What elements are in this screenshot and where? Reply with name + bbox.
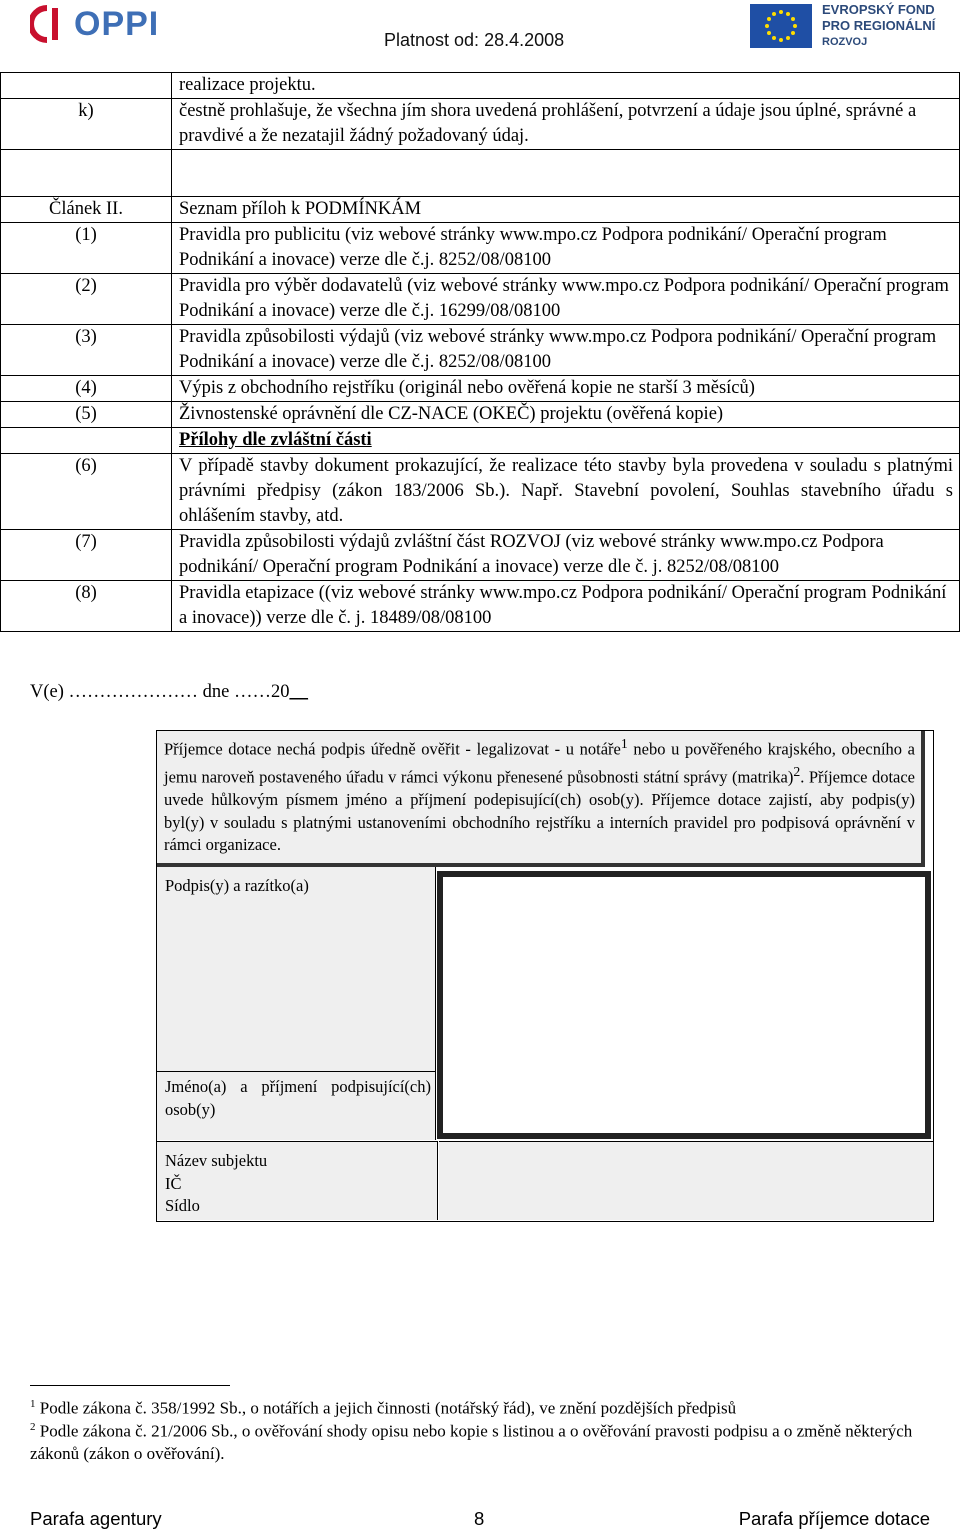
item-text: Pravidla způsobilosti výdajů (viz webové stránky www.mpo.cz Podpora podnikání/ Operační program Podnikání a inovace) verze dle č.j. 8252/08/08100 — [172, 325, 960, 376]
row-number: k) — [1, 99, 172, 150]
eu-flag-icon — [750, 4, 812, 48]
eu-fund-text: EVROPSKÝ FOND PRO REGIONÁLNÍ ROZVOJ — [822, 2, 936, 48]
item-number: (6) — [1, 454, 172, 530]
article-row — [1, 197, 960, 223]
validity-date: Platnost od: 28.4.2008 — [384, 30, 565, 50]
date-place-line: V(e) ………………… dne ……20__ — [30, 682, 308, 702]
row-text: realizace projektu. — [172, 73, 960, 99]
item-text: Pravidla pro výběr dodavatelů (viz webové stránky www.mpo.cz Podpora podnikání/ Operační program Podnikání a inovace) verze dle č.j. 16299/08/08100 — [172, 274, 960, 325]
signature-block — [156, 730, 934, 1222]
oppi-logo-icon — [30, 4, 64, 44]
legalization-note: Příjemce dotace nechá podpis úředně ověřit - legalizovat - u notáře$^1$ nebo u pověřeného krajského, obecního a jemu naroveň postaveného úřadu v rámci výkonu přenesené působnosti státní správy (matrika)$^2$. Příjemce dotace uvede hůlkovým písmem jméno a příjmení podepisující(ch) osob(y). Příjemce dotace zajistí, aby podpis(y) byl(y) v souladu s platnými ustanoveními obchodního rejstříku a interních pravidel pro podpisová oprávnění v rámci organizace. — [157, 731, 925, 867]
subject-name-label: Název subjektu — [165, 1151, 268, 1170]
row-number — [1, 73, 172, 99]
footnote-divider — [30, 1385, 230, 1386]
footer-left: Parafa agentury — [30, 1508, 162, 1529]
item-number: (1) — [1, 223, 172, 274]
table-row — [1, 376, 960, 402]
footnote-2: $^2$ Podle zákona č. 21/2006 Sb., o ověřování shody opisu nebo kopie s listinou a o ověřování pravosti podpisu a o změně některých zákonů (zákon o ověřování). — [30, 1421, 913, 1463]
page-header — [0, 0, 960, 60]
table-row — [1, 454, 960, 530]
spacer-row — [1, 150, 960, 197]
page-number: 8 — [474, 1508, 485, 1529]
item-number: (2) — [1, 274, 172, 325]
conditions-table — [0, 72, 960, 632]
table-row — [1, 581, 960, 632]
signature-label: Podpis(y) a razítko(a) — [165, 876, 309, 895]
special-heading-row — [1, 428, 960, 454]
subject-labels — [157, 1141, 438, 1220]
table-row — [1, 402, 960, 428]
oppi-logo-text: OPPI — [74, 4, 160, 43]
table-row — [1, 325, 960, 376]
subject-id-label: IČ — [165, 1173, 182, 1193]
item-number: (7) — [1, 530, 172, 581]
item-text: Živnostenské oprávnění dle CZ-NACE (OKEČ) projektu (ověřená kopie) — [172, 402, 960, 428]
table-row — [1, 73, 960, 99]
item-text: V případě stavby dokument prokazující, že realizace této stavby byla provedena v souladu s platnými právními předpisy (zákon 183/2006 Sb.). Např. Stavební povolení, Souhlas stavebního úřadu s ohlášením stavby, atd. — [172, 454, 960, 530]
row-text: čestně prohlašuje, že všechna jím shora uvedená prohlášení, potvrzení a údaje jsou úplné, správné a pravdivé a že nezatajil žádný požadovaný údaj. — [172, 99, 960, 150]
oppi-logo — [30, 2, 159, 46]
name-label: Jméno(a) a příjmení podpisující(ch) osob(y) — [165, 1077, 431, 1119]
item-text: Pravidla etapizace ((viz webové stránky www.mpo.cz Podpora podnikání/ Operační program Podnikání a inovace)) verze dle č. j. 18489/08/08100 — [172, 581, 960, 632]
footnote-1: $^1$ Podle zákona č. 358/1992 Sb., o notářích a jejich činnosti (notářský řád), ve znění pozdějších předpisů — [30, 1398, 737, 1418]
item-text: Výpis z obchodního rejstříku (originál nebo ověřená kopie ne starší 3 měsíců) — [172, 376, 960, 402]
table-row — [1, 223, 960, 274]
item-text: Pravidla způsobilosti výdajů zvláštní část ROZVOJ (viz webové stránky www.mpo.cz Podpora podnikání/ Operační program Podnikání a inovace) verze dle č. j. 8252/08/08100 — [172, 530, 960, 581]
item-text: Pravidla pro publicitu (viz webové stránky www.mpo.cz Podpora podnikání/ Operační program Podnikání a inovace) verze dle č.j. 8252/08/08100 — [172, 223, 960, 274]
item-number: (8) — [1, 581, 172, 632]
table-row — [1, 99, 960, 150]
item-number: (5) — [1, 402, 172, 428]
subject-values-field[interactable] — [439, 1141, 933, 1220]
footer-right: Parafa příjemce dotace — [738, 1508, 930, 1529]
item-number: (3) — [1, 325, 172, 376]
table-row — [1, 274, 960, 325]
article-label: Článek II. — [1, 197, 172, 223]
signature-field[interactable] — [437, 871, 931, 1139]
item-number: (4) — [1, 376, 172, 402]
table-row — [1, 530, 960, 581]
subject-seat-label: Sídlo — [165, 1196, 200, 1216]
special-heading: Přílohy dle zvláštní části — [172, 428, 960, 454]
article-title: Seznam příloh k PODMÍNKÁM — [172, 197, 960, 223]
name-label-cell — [157, 1071, 435, 1140]
eu-fund-logo — [750, 2, 935, 50]
